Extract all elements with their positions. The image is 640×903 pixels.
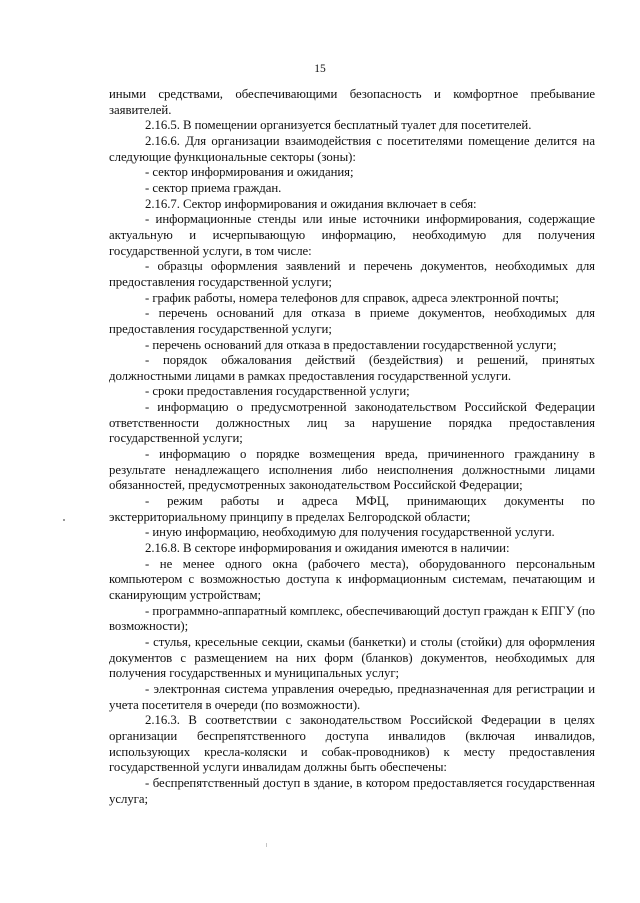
list-item: - график работы, номера телефонов для справок, адреса электронной почты; xyxy=(145,290,559,305)
list-item: - образцы оформления заявлений и перечень документов, необходимых для предоставления государственной услуги; xyxy=(109,259,595,289)
paragraph: 2.16.3. В соответствии с законодательством Российской Федерации в целях организации беспрепятственного доступа инвалидов (включая инвалидов, использующих кресла-коляски и собак-проводников) к месту предоставления государственной услуги инвалидам должны быть обеспечены: xyxy=(109,713,595,775)
list-item: - порядок обжалования действий (бездействия) и решений, принятых должностными лицами в рамках предоставления государственной услуги. xyxy=(109,353,595,383)
list-item: - иную информацию, необходимую для получения государственной услуги. xyxy=(145,525,555,540)
list-item: - перечень оснований для отказа в предоставлении государственной услуги; xyxy=(145,337,557,352)
list-item: - не менее одного окна (рабочего места), оборудованного персональным компьютером с возможностью доступа к информационным системам, печатающим и сканирующим устройствам; xyxy=(109,556,595,602)
list-item: - сектор информирования и ожидания; xyxy=(145,165,354,180)
paragraph: 2.16.8. В секторе информирования и ожидания имеются в наличии: xyxy=(145,541,510,556)
list-item: - информацию о порядке возмещения вреда, причиненного гражданину в результате ненадлежащего исполнения либо неисполнения должностными лицами обязанностей, предусмотренных законодательством Российской Федерации; xyxy=(109,447,595,493)
list-item: - электронная система управления очередью, предназначенная для регистрации и учета посетителя в очереди (по возможности). xyxy=(109,681,595,712)
list-item: - режим работы и адреса МФЦ, принимающих документы по экстерриториальному принципу в пределах Белгородской области; xyxy=(109,494,595,524)
paragraph: 2.16.7. Сектор информирования и ожидания включает в себя: xyxy=(145,196,477,211)
scan-speck xyxy=(63,519,65,521)
list-item: - перечень оснований для отказа в приеме документов, необходимых для предоставления государственной услуги; xyxy=(109,306,595,336)
list-item: - программно-аппаратный комплекс, обеспечивающий доступ граждан к ЕПГУ (по возможности); xyxy=(109,603,595,634)
list-item: - сроки предоставления государственной услуги; xyxy=(145,384,410,399)
list-item: - информационные стенды или иные источники информирования, содержащие актуальную и исчерпывающую информацию, необходимую для получения государственной услуги, в том числе: xyxy=(109,212,595,258)
list-item: - информацию о предусмотренной законодательством Российской Федерации ответственности должностных лиц за нарушение порядка предоставления государственной услуги; xyxy=(109,400,595,446)
scan-speck xyxy=(266,843,267,847)
list-item: - стулья, кресельные секции, скамьи (банкетки) и столы (стойки) для оформления документов с размещением на них форм (бланков) документов, необходимых для получения государственных и муниципальных услуг; xyxy=(109,634,595,681)
body-text xyxy=(109,87,595,807)
list-item: - беспрепятственный доступ в здание, в котором предоставляется государственная услуга; xyxy=(109,775,595,806)
page-number: 15 xyxy=(314,63,326,75)
paragraph: 2.16.6. Для организации взаимодействия с посетителями помещение делится на следующие функциональные секторы (зоны): xyxy=(109,133,595,164)
paragraph: 2.16.5. В помещении организуется бесплатный туалет для посетителей. xyxy=(145,118,532,133)
list-item: - сектор приема граждан. xyxy=(145,180,282,195)
paragraph: иными средствами, обеспечивающими безопасность и комфортное пребывание заявителей. xyxy=(109,87,595,117)
